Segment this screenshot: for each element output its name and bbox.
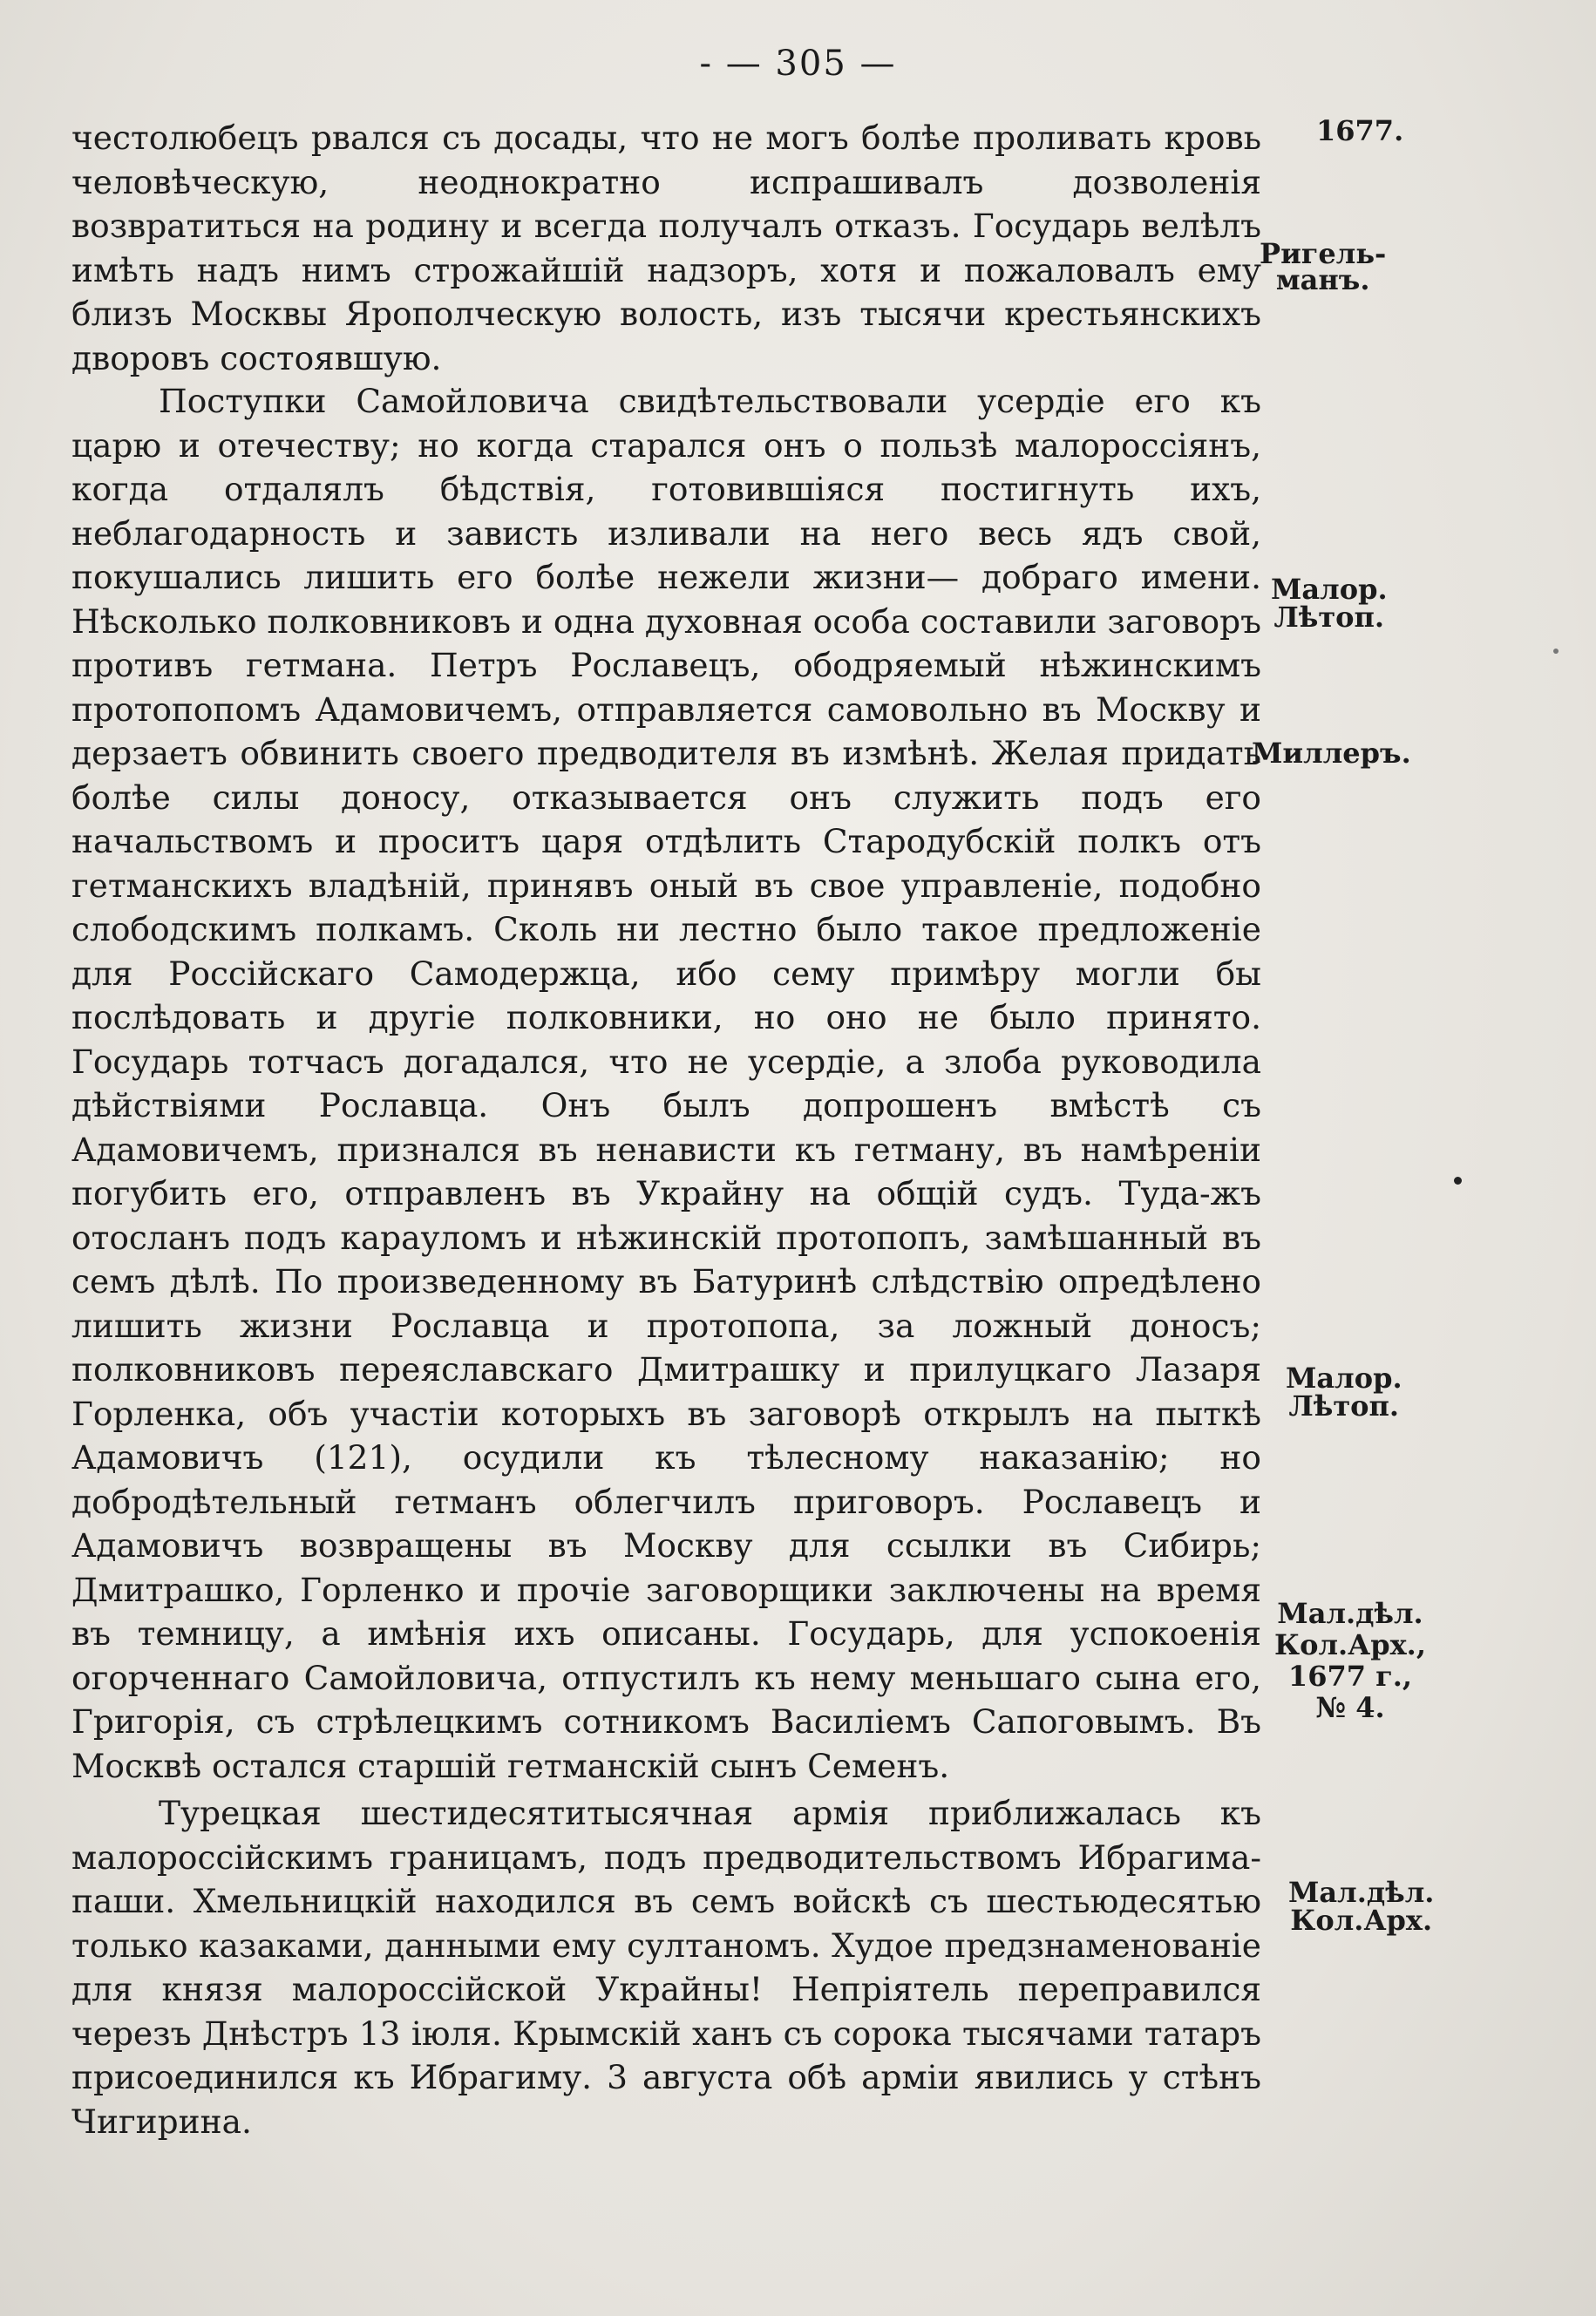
paragraph-2 — [71, 379, 1261, 1788]
margin-note-line: Мал.дѣл. — [1277, 1597, 1423, 1630]
margin-note-malor-2 — [1286, 1362, 1402, 1423]
margin-note-miller: Миллеръ. — [1252, 737, 1411, 770]
paragraph-text: Турецкая шестидесятитысячная армія приближалась къ малороссійскимъ границамъ, подъ предводительствомъ Ибрагима-паши. Хмельницкій находился въ семъ войскѣ съ шестьюдесятью только казаками, данными ему султаномъ. Худое предзнаменованіе для князя малороссійской Украйны! Непріятель переправился черезъ Днѣстръ 13 іюля. Крымскій ханъ съ сорока тысячами татаръ присоединился къ Ибрагиму. 3 августа обѣ арміи явились у стѣнъ Чигирина. — [71, 1794, 1261, 2141]
paragraph-text: Поступки Самойловича свидѣтельствовали усердіе его къ царю и отечеству; но когда старался онъ о пользѣ малороссіянъ, когда отдалялъ бѣдствія, готовившіяся постигнуть ихъ, неблагодарность и зависть изливали на него весь ядъ свой, покушались лишить его болѣе нежели жизни— добраго имени. Нѣсколько полковниковъ и одна духовная особа составили заговоръ противъ гетмана. Петръ Рославецъ, ободряемый нѣжинскимъ протопопомъ Адамовичемъ, отправляется самовольно въ Москву и дерзаетъ обвинить своего предводителя въ измѣнѣ. Желая придать болѣе силы доносу, отказывается онъ служить подъ его начальствомъ и проситъ царя отдѣлить Стародубскій полкъ отъ гетманскихъ владѣній, принявъ оный въ свое управленіе, подобно слободскимъ полкамъ. Сколь ни лестно было такое предложеніе для Россійскаго Самодержца, ибо сему примѣру могли бы послѣдовать и другіе полковники, но оно не было принято. Государь тотчасъ догадался, что не усердіе, а злоба руководила дѣйствіями Рославца. Онъ былъ допрошенъ вмѣстѣ съ Адамовичемъ, признался въ ненависти къ гетману, въ намѣреніи погубить его, отправленъ въ Украйну на общій судъ. Туда-жъ отосланъ подъ карауломъ и нѣжинскій протопопъ, замѣшанный въ семъ дѣлѣ. По произведенному въ Батуринѣ слѣдствію опредѣлено лишить жизни Рославца и протопопа, за ложный доносъ; полковниковъ переяславскаго Дмитрашку и прилуцкаго Лазаря Горленка, объ участіи которыхъ въ заговорѣ открылъ на пыткѣ Адамовичъ (121), осудили къ тѣлесному наказанію; но добродѣтельный гетманъ облегчилъ приговоръ. Рославецъ и Адамовичъ возвращены въ Москву для ссылки въ Сибирь; Дмитрашко, Горленко и прочіе заговорщики заключены на время въ темницу, а имѣнія ихъ описаны. Государь, для успокоенія огорченнаго Самойловича, отпустилъ къ нему меньшаго сына его, Григорія, съ стрѣлецкимъ сотникомъ Василіемъ Сапоговымъ. Въ Москвѣ остался старшій гетманскій сынъ Семенъ. — [71, 382, 1261, 1785]
margin-note-line: Малор. — [1271, 573, 1388, 606]
paper-speck — [1553, 649, 1559, 654]
margin-note-maldel-2 — [1288, 1876, 1435, 1937]
paragraph-text: честолюбецъ рвался съ досады, что не могъ болѣе проливать кровь человѣческую, неоднократно испрашивалъ дозволенія возвратиться на родину и всегда получалъ отказъ. Государь велѣлъ имѣть надъ нимъ строжайшій надзоръ, хотя и пожаловалъ ему близъ Москвы Ярополческую волость, изъ тысячи крестьянскихъ дворовъ состоявшую. — [71, 119, 1261, 377]
margin-note-line: Лѣтоп. — [1273, 601, 1385, 634]
margin-note-line: Кол.Арх. — [1290, 1904, 1433, 1937]
margin-note-line: Кол.Арх., — [1274, 1628, 1426, 1661]
margin-note-line: Лѣтоп. — [1288, 1389, 1400, 1423]
paragraph-3 — [71, 1791, 1261, 2143]
paper-speck — [1454, 1177, 1462, 1185]
margin-note-year: 1677. — [1316, 114, 1404, 147]
margin-note-line: Малор. — [1286, 1362, 1402, 1395]
margin-note-line: № 4. — [1315, 1691, 1385, 1724]
page-number: - — 305 — — [699, 44, 897, 84]
margin-note-line: Мал.дѣл. — [1288, 1876, 1435, 1909]
margin-note-line: 1677 г., — [1287, 1660, 1413, 1693]
margin-note-maldel-1 — [1274, 1598, 1426, 1723]
margin-note-line: Ригель- — [1260, 237, 1387, 270]
paragraph-1 — [71, 116, 1261, 380]
margin-note-rigelman — [1260, 237, 1387, 296]
margin-note-malor-1 — [1271, 573, 1388, 634]
margin-note-line: манъ. — [1275, 263, 1370, 296]
